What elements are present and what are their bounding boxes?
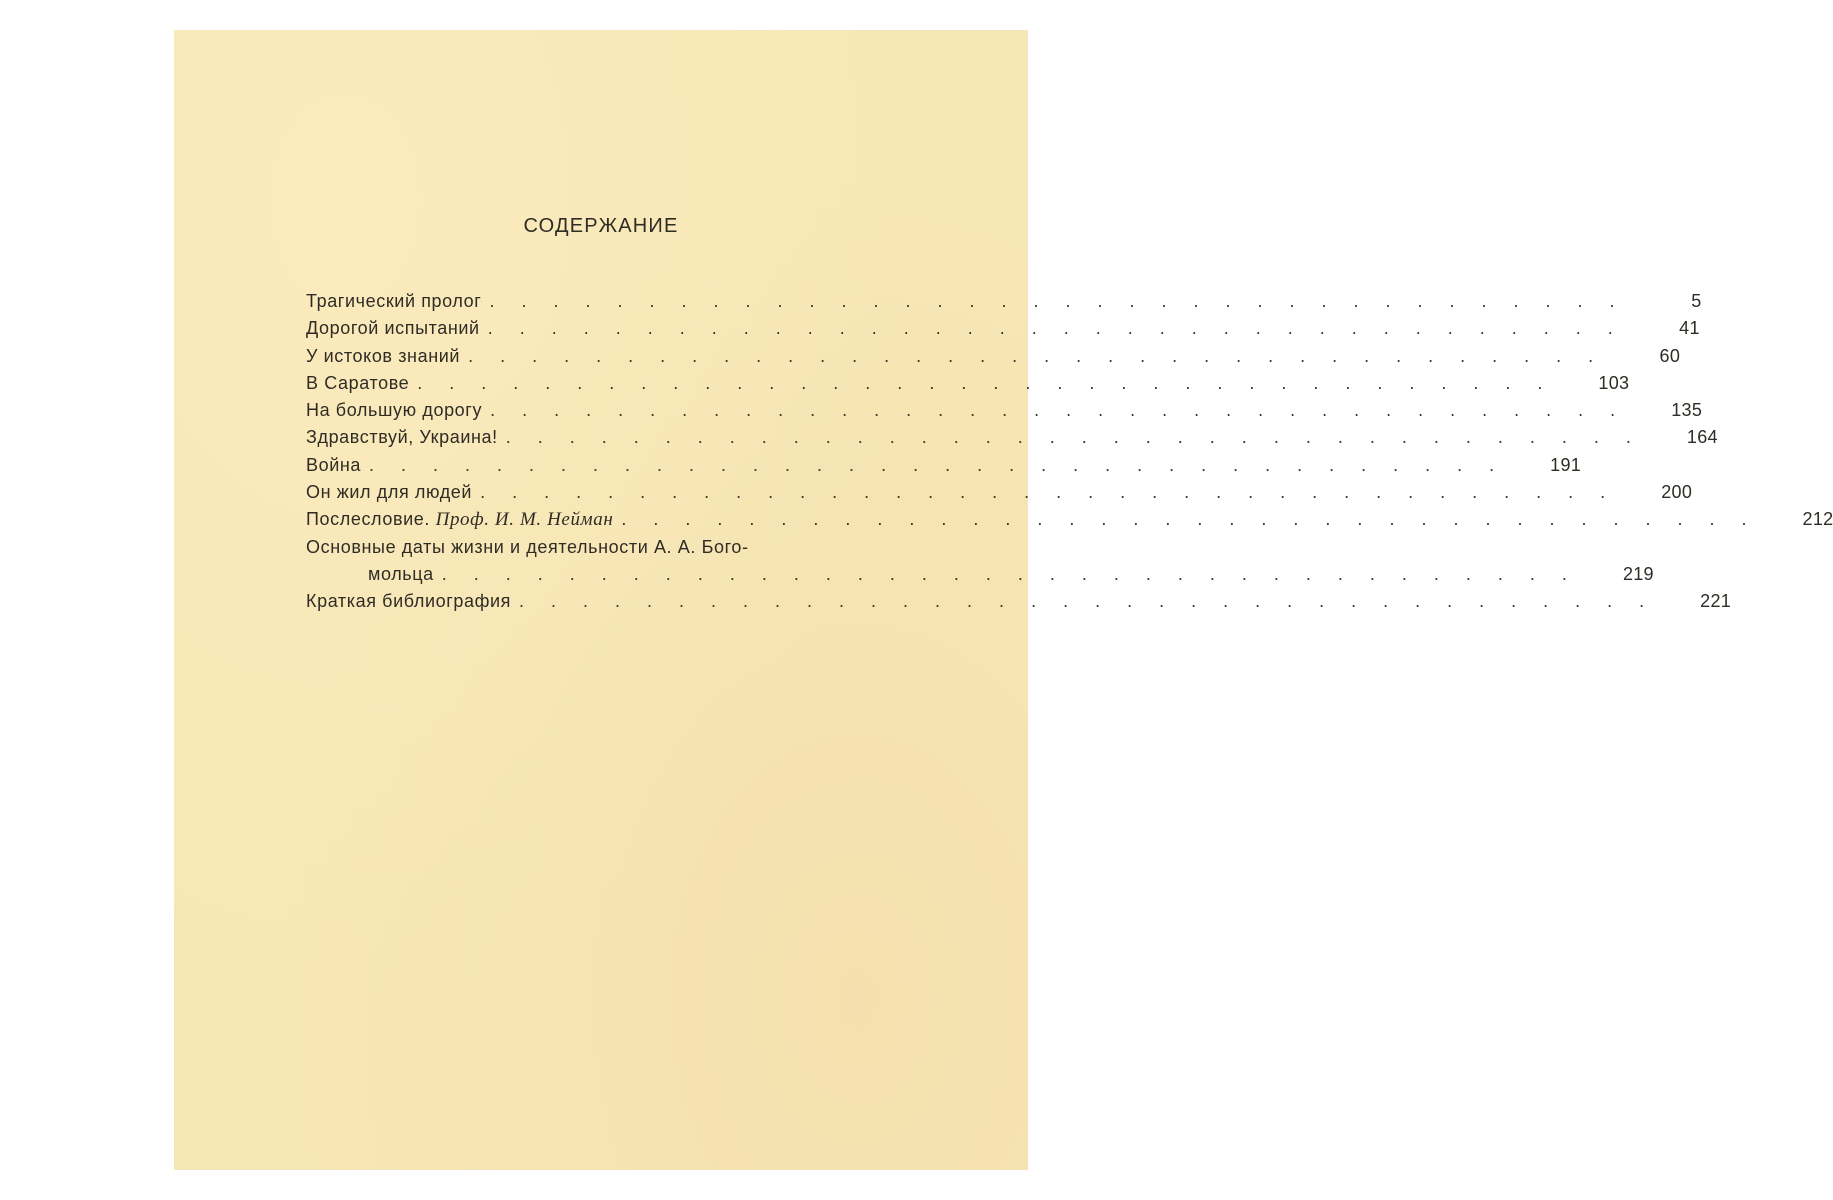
toc-entry-title: Война — [306, 454, 362, 475]
toc-entry-page: 191 — [1550, 454, 1582, 475]
toc-entry-page: 5 — [1691, 291, 1702, 311]
toc-entry — [306, 588, 1732, 615]
toc-entry-page: 41 — [1679, 318, 1700, 339]
dot-leader: . . . . . . . . . . . . . . . . . . . . . . . . . . . . . . . . . . . . — [468, 345, 1605, 366]
toc-entry-page: 103 — [1598, 372, 1630, 393]
toc-entry — [306, 288, 1702, 315]
dot-leader: . . . . . . . . . . . . . . . . . . . . . . . . . . . . . . . . . . . . — [505, 427, 1642, 448]
toc-entry — [306, 343, 1681, 370]
toc-entry-page: 221 — [1700, 591, 1732, 612]
dot-leader: . . . . . . . . . . . . . . . . . . . . . . . . . . . . . . . . . . . . — [490, 400, 1627, 421]
toc-entry-title: У истоков знаний — [306, 345, 461, 366]
toc-entry-page: 212 — [1802, 509, 1833, 530]
toc-entry-title: Трагический пролог — [306, 291, 482, 311]
toc-entry-title: Дорогой испытаний — [306, 318, 480, 339]
toc-entry-page: 60 — [1659, 345, 1681, 366]
dot-leader: . . . . . . . . . . . . . . . . . . . . . . . . . . . . . . . . . . . . — [621, 509, 1758, 530]
dot-leader: . . . . . . . . . . . . . . . . . . . . . . . . . . . . . . . . . . . . — [480, 482, 1617, 503]
dot-leader: . . . . . . . . . . . . . . . . . . . . . . . . . . . . . . . . . . . . — [519, 591, 1656, 612]
toc-entry — [306, 397, 1703, 424]
toc-entry — [306, 370, 1630, 397]
table-of-contents — [306, 288, 1833, 616]
toc-entry-title: В Саратове — [306, 372, 410, 393]
dot-leader: . . . . . . . . . . . . . . . . . . . . . . . . . . . . . . . . . . . . — [441, 563, 1578, 584]
toc-entry — [306, 315, 1700, 342]
dot-leader: . . . . . . . . . . . . . . . . . . . . . . . . . . . . . . . . . . . . — [417, 372, 1554, 393]
toc-entry — [306, 506, 1833, 533]
toc-entry-title: Он жил для людей — [306, 482, 473, 503]
toc-entry-title-line2: мольца — [368, 563, 434, 584]
toc-entry-title-line1: Основные даты жизни и деятельности А. А. Бого- — [306, 536, 749, 557]
toc-entry-title: Краткая библиография — [306, 591, 512, 612]
toc-entry-page: 135 — [1671, 400, 1703, 421]
book-page — [174, 30, 1833, 1170]
toc-entry — [306, 452, 1582, 479]
toc-entry — [306, 534, 1654, 589]
toc-entry — [306, 479, 1693, 506]
dot-leader: . . . . . . . . . . . . . . . . . . . . . . . . . . . . . . . . . . . . — [487, 318, 1624, 339]
dot-leader: . . . . . . . . . . . . . . . . . . . . . . . . . . . . . . . . . . . . — [369, 454, 1506, 475]
toc-entry-title: Послесловие. — [306, 509, 431, 530]
toc-entry-page: 219 — [1622, 563, 1654, 584]
toc-heading: СОДЕРЖАНИЕ — [523, 215, 679, 237]
toc-entry-page: 164 — [1686, 427, 1718, 448]
dot-leader: . . . . . . . . . . . . . . . . . . . . . . . . . . . . . . . . . . . . — [489, 291, 1626, 311]
toc-entry — [306, 424, 1718, 451]
toc-entry-title: На большую дорогу — [306, 400, 483, 421]
toc-entry-title-group — [306, 506, 613, 533]
toc-entry-author: Проф. И. М. Нейман — [435, 509, 614, 531]
toc-entry-page: 200 — [1661, 482, 1693, 503]
toc-entry-title: Здравствуй, Украина! — [306, 427, 498, 448]
